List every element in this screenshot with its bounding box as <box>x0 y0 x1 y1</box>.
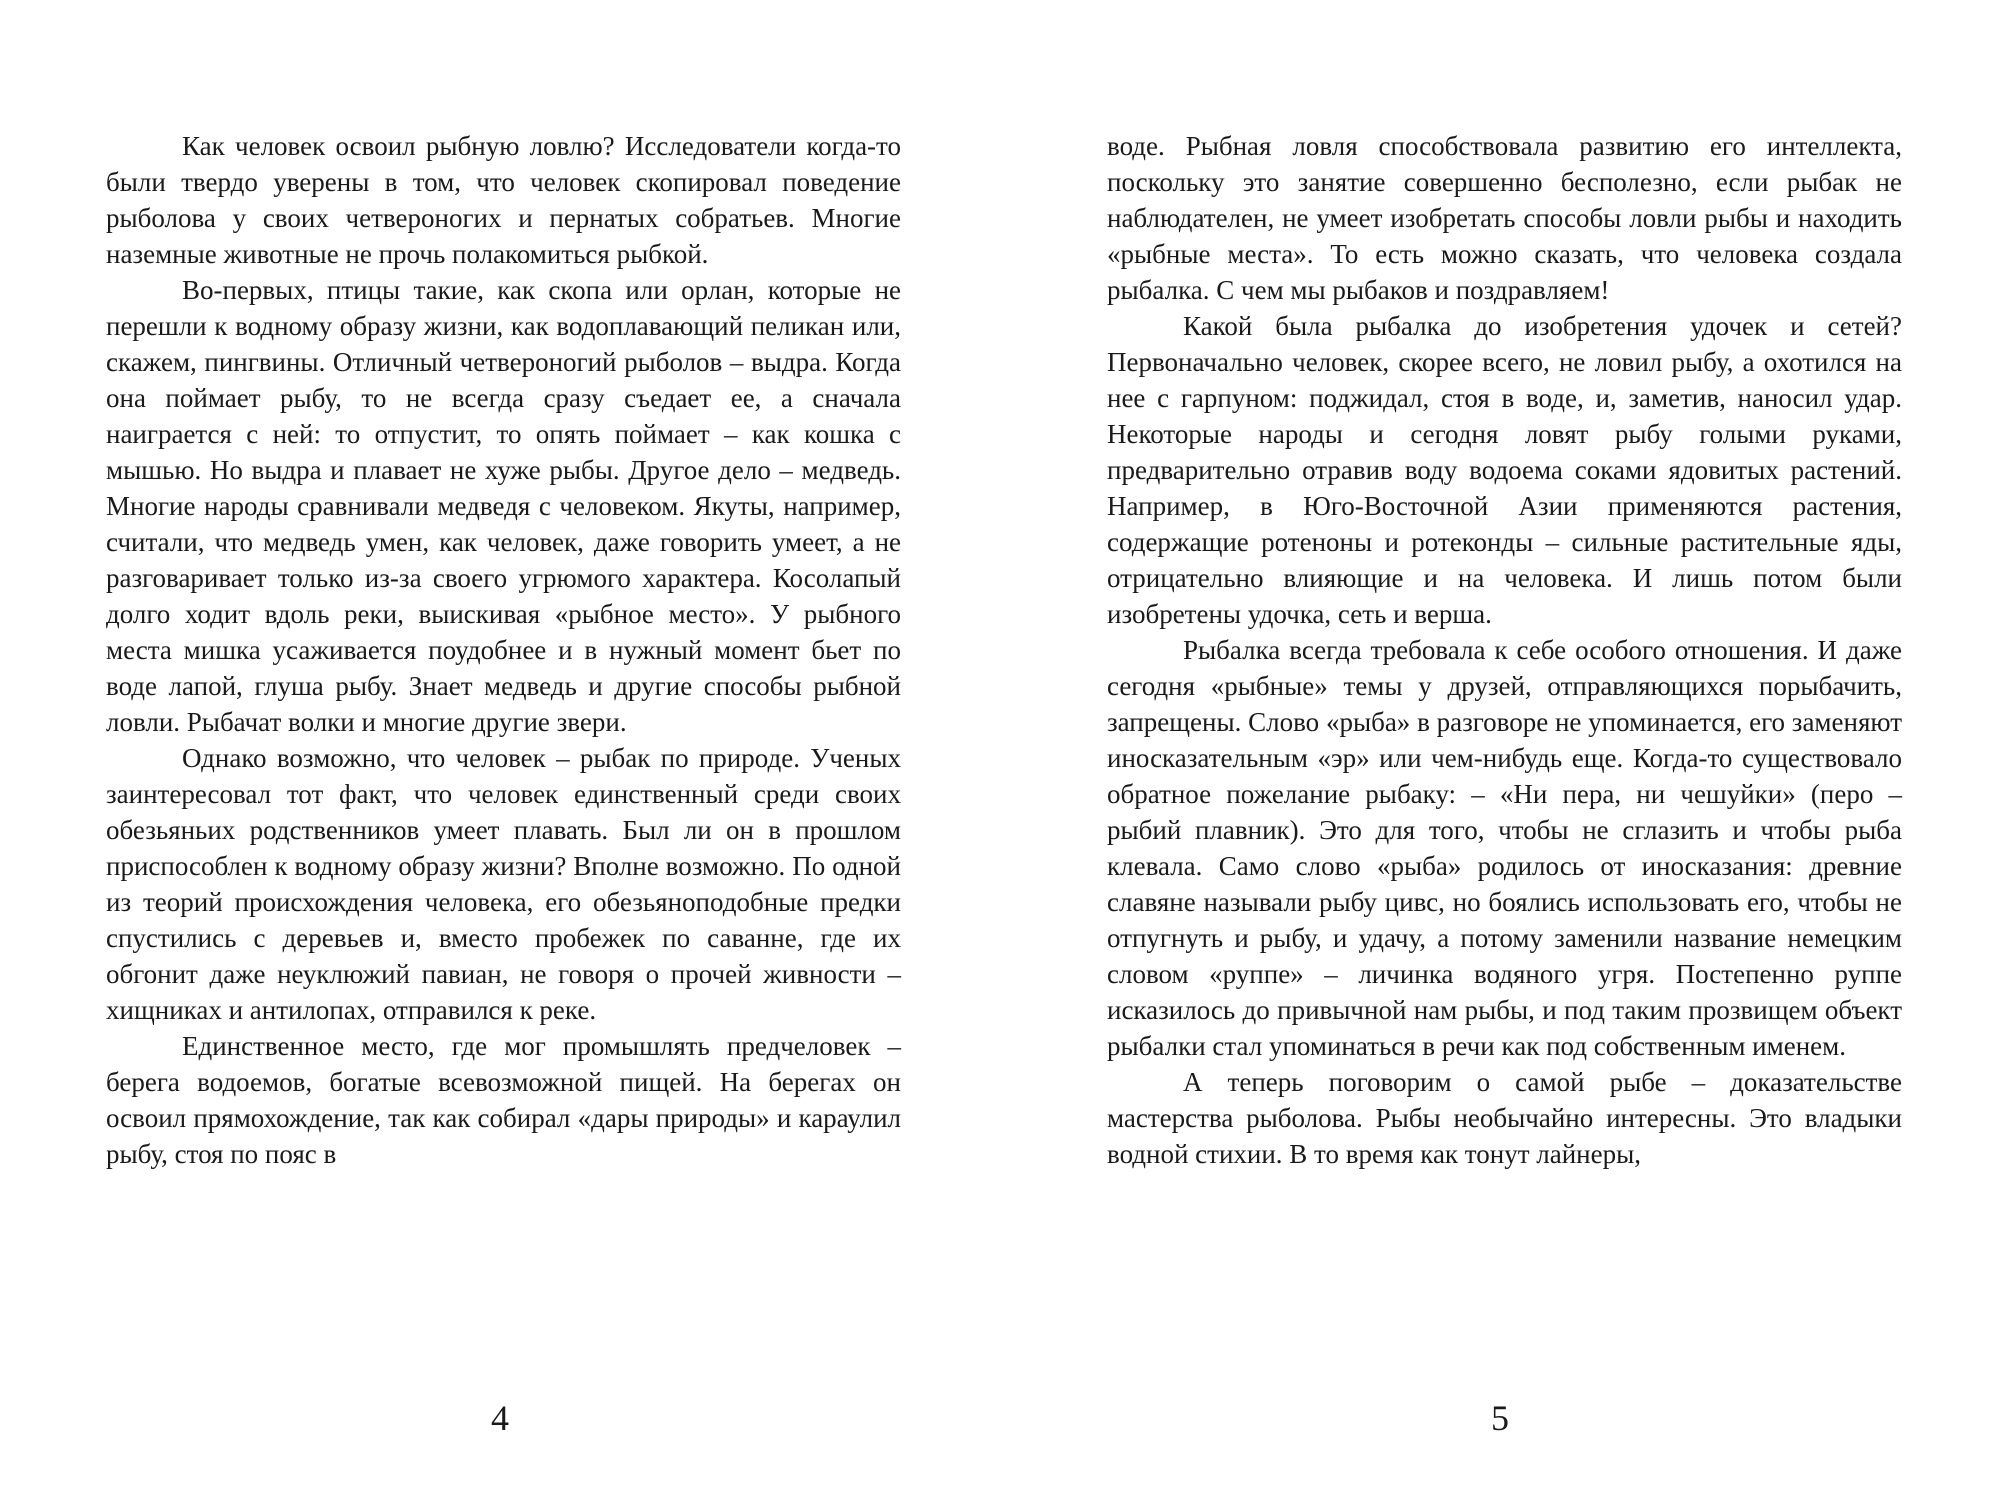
right-paragraph-3: Рыбалка всегда требовала к себе особого отношения. И даже сегодня «рыбные» темы у друзей, отправляющихся порыбачить, запрещены. Слово «рыба» в разговоре не упоминается, его заменяют иносказательным «эр» или чем-нибудь еще. Когда-то существовало обратное пожелание рыбаку: – «Ни пера, ни чешуйки» (перо – рыбий плавник). Это для того, чтобы не сглазить и чтобы рыба клевала. Само слово «рыба» родилось от иносказания: древние славяне называли рыбу цивс, но боялись использовать его, чтобы не отпугнуть и рыбу, и удачу, а потому заменили название немецким словом «руппе» – личинка водяного угря. Постепенно руппе исказилось до привычной нам рыбы, и под таким прозвищем объект рыбалки стал упоминаться в речи как под собственным именем. <box>1107 635 1902 1061</box>
left-page <box>106 128 901 1172</box>
right-paragraph-4: А теперь поговорим о самой рыбе – доказательстве мастерства рыболова. Рыбы необычайно интересны. Это владыки водной стихии. В то время как тонут лайнеры, <box>1107 1067 1902 1169</box>
left-paragraph-4: Единственное место, где мог промышлять предчеловек – берега водоемов, богатые всевозможной пищей. На берегах он освоил прямохождение, так как собирал «дары природы» и караулил рыбу, стоя по пояс в <box>106 1031 901 1169</box>
left-page-number: 4 <box>491 1398 509 1438</box>
right-paragraph-1: воде. Рыбная ловля способствовала развитию его интеллекта, поскольку это занятие совершенно бесполезно, если рыбак не наблюдателен, не умеет изобретать способы ловли рыбы и находить «рыбные места». То есть можно сказать, что человека создала рыбалка. С чем мы рыбаков и поздравляем! <box>1107 131 1902 305</box>
left-paragraph-1: Как человек освоил рыбную ловлю? Исследователи когда-то были твердо уверены в том, что человек скопировал поведение рыболова у своих четвероногих и пернатых собратьев. Многие наземные животные не прочь полакомиться рыбкой. <box>106 131 901 269</box>
right-paragraph-2: Какой была рыбалка до изобретения удочек и сетей? Первоначально человек, скорее всего, не ловил рыбу, а охотился на нее с гарпуном: поджидал, стоя в воде, и, заметив, наносил удар. Некоторые народы и сегодня ловят рыбу голыми руками, предварительно отравив воду водоема соками ядовитых растений. Например, в Юго-Восточной Азии применяются растения, содержащие ротеноны и ротеконды – сильные растительные яды, отрицательно влияющие и на человека. И лишь потом были изобретены удочка, сеть и верша. <box>1107 311 1902 629</box>
right-page-number: 5 <box>1491 1398 1509 1438</box>
left-paragraph-3: Однако возможно, что человек – рыбак по природе. Ученых заинтересовал тот факт, что человек единственный среди своих обезьяньих родственников умеет плавать. Был ли он в прошлом приспособлен к водному образу жизни? Вполне возможно. По одной из теорий происхождения человека, его обезьяноподобные предки спустились с деревьев и, вместо пробежек по саванне, где их обгонит даже неуклюжий павиан, не говоря о прочей живности – хищниках и антилопах, отправился к реке. <box>106 743 901 1025</box>
left-paragraph-2: Во-первых, птицы такие, как скопа или орлан, которые не перешли к водному образу жизни, как водоплавающий пеликан или, скажем, пингвины. Отличный четвероногий рыболов – выдра. Когда она поймает рыбу, то не всегда сразу съедает ее, а сначала наиграется с ней: то отпустит, то опять поймает – как кошка с мышью. Но выдра и плавает не хуже рыбы. Другое дело – медведь. Многие народы сравнивали медведя с человеком. Якуты, например, считали, что медведь умен, как человек, даже говорить умеет, а не разговаривает только из-за своего угрюмого характера. Косолапый долго ходит вдоль реки, выискивая «рыбное место». У рыбного места мишка усаживается поудобнее и в нужный момент бьет по воде лапой, глуша рыбу. Знает медведь и другие способы рыбной ловли. Рыбачат волки и многие другие звери. <box>106 275 901 737</box>
right-page <box>1107 128 1902 1172</box>
